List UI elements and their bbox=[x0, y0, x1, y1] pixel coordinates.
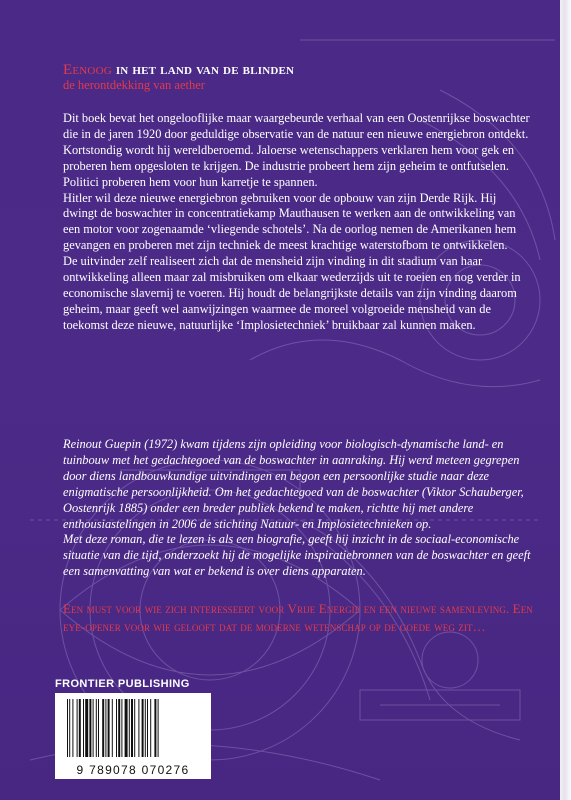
title-part-eenoog: Eenoog bbox=[63, 62, 112, 78]
blurb-paragraph: De uitvinder zelf realiseert zich dat de mensheid zijn vinding in dit stadium van haar ontwikkeling alleen maar zal misbruiken om elkaar wederzijds uit te roeien en nog verder in economische slavernij te voeren. Hij houdt de belangrijkste details van zijn vinding daarom geheim, maar geeft wel aanwijzingen waarmee de moreel volgroeide mensheid van de toekomst deze nieuwe, natuurlijke ‘Implosietechniek’ bruikbaar zal kunnen maken. bbox=[63, 254, 521, 332]
title-part-main: in het land van de blinden bbox=[115, 62, 295, 78]
isbn-number: 9 789078 070276 bbox=[76, 763, 190, 777]
author-bio bbox=[63, 437, 531, 580]
bio-paragraph: Met deze roman, die te lezen is als een biografie, geeft hij inzicht in de sociaal-economische situatie van die tijd, onderzoekt hij de mogelijke inspiratiebronnen van de boswachter en geeft een samenvatting van wat er bekend is over diens apparaten. bbox=[63, 532, 531, 579]
book-title bbox=[63, 62, 533, 79]
barcode-bars bbox=[55, 693, 211, 763]
publisher-logo: FRONTIER PUBLISHING bbox=[55, 678, 190, 690]
blurb-paragraph: Hitler wil deze nieuwe energiebron gebruiken voor de opbouw van zijn Derde Rijk. Hij dwingt de boswachter in concentratiekamp Mauthausen te werken aan de ontwikkeling van een motor voor zogenaamde ‘vliegende schotels’. Na de oorlog nemen de Amerikanen hem gevangen en proberen met zijn techniek de meest krachtige waterstofbom te ontwikkelen. bbox=[63, 190, 517, 253]
book-subtitle: de herontdekking van aether bbox=[63, 78, 205, 92]
isbn-barcode bbox=[55, 693, 211, 779]
bio-paragraph: Reinout Guepin (1972) kwam tijdens zijn opleiding voor biologisch-dynamische land- en tuinbouw met het gedachtegoed van de boswachter in aanraking. Hij werd meteen gegrepen door diens landbouwkundige uitvindingen en begon een persoonlijke studie naar deze enigmatische persoonlijkheid. Om het gedachtegoed van de boswachter (Viktor Schauberger, Oostenrijk 1885) onder een breder publiek bekend te maken, richtte hij met andere enthousiastelingen in 2006 de stichting Natuur- en Implosietechnieken op. bbox=[63, 437, 524, 531]
promo-quote: Een must voor wie zich interesseert voor Vrije Energie en een nieuwe samenleving. Een eye-opener voor wie gelooft dat de moderne wetenschap op de goede weg zit… bbox=[63, 601, 533, 634]
blurb-paragraph: Dit boek bevat het ongelooflijke maar waargebeurde verhaal van een Oostenrijkse boswachter die in de jaren 1920 door geduldige observatie van de natuur een nieuwe energiebron ontdekt. Kortstondig wordt hij wereldberoemd. Jaloerse wetenschappers verklaren hem voor gek en proberen hem opgesloten te krijgen. De industrie probeert hem zijn geheim te ontfutselen. Politici proberen hem voor hun karretje te spannen. bbox=[63, 111, 530, 189]
blurb-text bbox=[63, 111, 531, 334]
page-edge bbox=[560, 0, 571, 800]
